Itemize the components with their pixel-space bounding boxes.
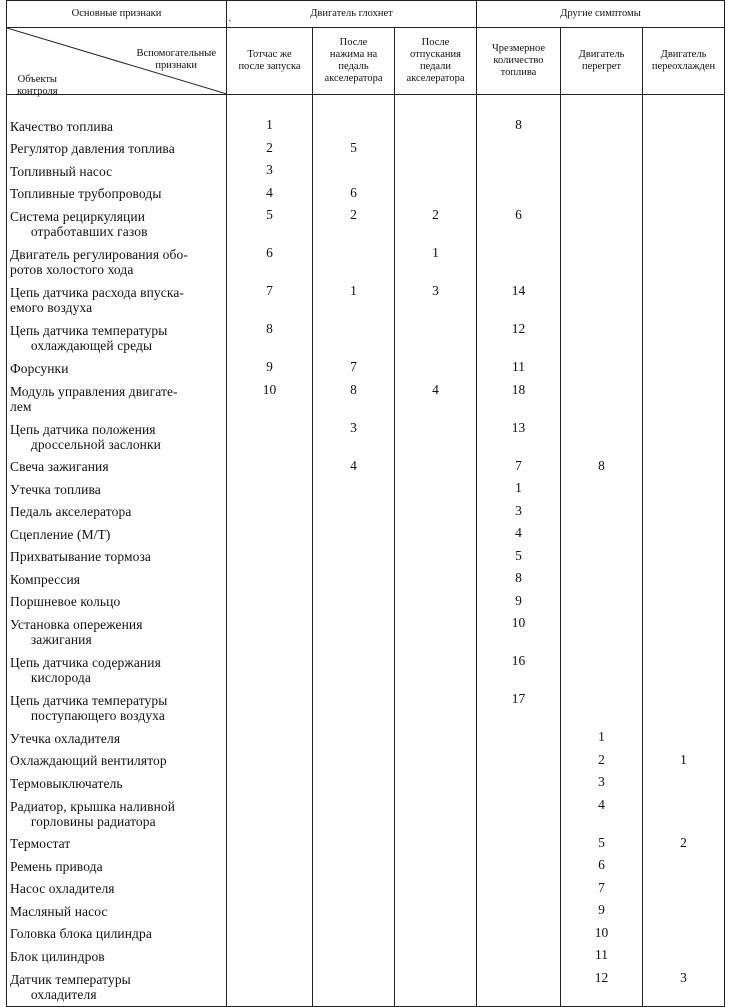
- priority-cell: [227, 418, 313, 456]
- priority-cell: [227, 772, 313, 795]
- priority-cell: 2: [643, 833, 725, 856]
- priority-cell: 3: [477, 501, 561, 524]
- priority-cell: [395, 319, 477, 357]
- priority-cell: [643, 568, 725, 591]
- priority-cell: [643, 878, 725, 901]
- priority-cell: [561, 243, 643, 281]
- row-object-name: Цепь датчика температуры поступающего воздуха: [7, 689, 227, 727]
- priority-cell: [313, 795, 395, 833]
- row-object-name: Головка блока цилиндра: [7, 923, 227, 946]
- priority-cell: 1: [395, 243, 477, 281]
- priority-cell: [643, 138, 725, 161]
- priority-cell: 10: [227, 380, 313, 418]
- header-col-overcooled: Двигатель переохлажден: [643, 28, 725, 95]
- header-corner-cell: [7, 28, 227, 95]
- table-row: [7, 456, 725, 479]
- priority-cell: [395, 357, 477, 380]
- priority-cell: [477, 750, 561, 773]
- table-row: [7, 115, 725, 138]
- priority-cell: [477, 772, 561, 795]
- row-object-name: Насос охладителя: [7, 878, 227, 901]
- priority-cell: [395, 501, 477, 524]
- table-row: [7, 568, 725, 591]
- header-mark: ˏ: [228, 10, 232, 22]
- priority-cell: [395, 456, 477, 479]
- table-row: [7, 138, 725, 161]
- priority-cell: [561, 115, 643, 138]
- priority-cell: [643, 357, 725, 380]
- header-engine-stalls: Двигатель глохнет: [227, 1, 477, 28]
- priority-cell: [395, 750, 477, 773]
- priority-cell: [313, 923, 395, 946]
- priority-cell: [395, 900, 477, 923]
- priority-cell: 14: [477, 281, 561, 319]
- priority-cell: 10: [477, 613, 561, 651]
- priority-cell: [561, 319, 643, 357]
- priority-cell: [561, 183, 643, 206]
- priority-cell: [561, 478, 643, 501]
- priority-cell: 9: [561, 900, 643, 923]
- priority-cell: [227, 613, 313, 651]
- row-object-name: Топливный насос: [7, 160, 227, 183]
- priority-cell: [643, 546, 725, 569]
- table-row: [7, 591, 725, 614]
- priority-cell: [643, 772, 725, 795]
- priority-cell: [313, 613, 395, 651]
- priority-cell: 3: [561, 772, 643, 795]
- table-row: [7, 523, 725, 546]
- priority-cell: [643, 613, 725, 651]
- priority-cell: [395, 795, 477, 833]
- row-object-name: Топливные трубопроводы: [7, 183, 227, 206]
- priority-cell: 5: [313, 138, 395, 161]
- table-row: [7, 727, 725, 750]
- priority-cell: [477, 795, 561, 833]
- priority-cell: [227, 651, 313, 689]
- priority-cell: [227, 945, 313, 968]
- priority-cell: [643, 727, 725, 750]
- priority-cell: 6: [313, 183, 395, 206]
- priority-cell: [227, 523, 313, 546]
- row-object-name: Цепь датчика положения дроссельной заслонки: [7, 418, 227, 456]
- row-object-name: Установка опережения зажигания: [7, 613, 227, 651]
- priority-cell: [477, 968, 561, 1007]
- priority-cell: 2: [395, 205, 477, 243]
- priority-cell: [561, 501, 643, 524]
- table-row: [7, 418, 725, 456]
- table-row: [7, 795, 725, 833]
- priority-cell: [477, 945, 561, 968]
- priority-cell: [313, 478, 395, 501]
- priority-cell: [227, 546, 313, 569]
- priority-cell: 1: [477, 478, 561, 501]
- priority-cell: [477, 878, 561, 901]
- priority-cell: [313, 772, 395, 795]
- priority-cell: [643, 281, 725, 319]
- header-col-after-release: После отпускания педали акселератора: [395, 28, 477, 95]
- priority-cell: [227, 501, 313, 524]
- priority-cell: [313, 319, 395, 357]
- priority-cell: 5: [561, 833, 643, 856]
- priority-cell: 1: [561, 727, 643, 750]
- row-object-name: Блок цилиндров: [7, 945, 227, 968]
- row-object-name: Сцепление (M/T): [7, 523, 227, 546]
- table-row: [7, 380, 725, 418]
- row-object-name: Прихватывание тормоза: [7, 546, 227, 569]
- table-row: [7, 833, 725, 856]
- priority-cell: [313, 546, 395, 569]
- row-object-name: Охлаждающий вентилятор: [7, 750, 227, 773]
- priority-cell: 4: [227, 183, 313, 206]
- priority-cell: [643, 591, 725, 614]
- priority-cell: [561, 546, 643, 569]
- priority-cell: 8: [477, 568, 561, 591]
- priority-cell: 3: [395, 281, 477, 319]
- priority-cell: [561, 591, 643, 614]
- row-object-name: Масляный насос: [7, 900, 227, 923]
- priority-cell: [561, 380, 643, 418]
- priority-cell: [313, 689, 395, 727]
- priority-cell: [395, 689, 477, 727]
- priority-cell: [561, 205, 643, 243]
- row-object-name: Радиатор, крышка наливной горловины радиатора: [7, 795, 227, 833]
- priority-cell: [643, 380, 725, 418]
- row-object-name: Цепь датчика температуры охлаждающей среды: [7, 319, 227, 357]
- priority-cell: 4: [561, 795, 643, 833]
- priority-cell: [477, 138, 561, 161]
- priority-cell: 2: [313, 205, 395, 243]
- priority-cell: [395, 546, 477, 569]
- priority-cell: [227, 568, 313, 591]
- priority-cell: [395, 523, 477, 546]
- priority-cell: [313, 651, 395, 689]
- priority-cell: [477, 833, 561, 856]
- row-object-name: Двигатель регулирования обо- ротов холостого хода: [7, 243, 227, 281]
- priority-cell: [227, 833, 313, 856]
- priority-cell: 12: [561, 968, 643, 1007]
- priority-cell: 3: [313, 418, 395, 456]
- priority-cell: [395, 833, 477, 856]
- priority-cell: 5: [227, 205, 313, 243]
- priority-cell: [395, 478, 477, 501]
- priority-cell: 4: [395, 380, 477, 418]
- diagnostic-table: [6, 0, 725, 1007]
- priority-cell: [313, 243, 395, 281]
- priority-cell: 11: [477, 357, 561, 380]
- table-row: [7, 160, 725, 183]
- priority-cell: [227, 591, 313, 614]
- priority-cell: [561, 281, 643, 319]
- priority-cell: [395, 591, 477, 614]
- priority-cell: [477, 243, 561, 281]
- priority-cell: 7: [313, 357, 395, 380]
- priority-cell: [313, 727, 395, 750]
- priority-cell: [643, 418, 725, 456]
- priority-cell: [395, 183, 477, 206]
- header-aux-signs: Вспомогательные признаки: [136, 48, 216, 71]
- priority-cell: [313, 855, 395, 878]
- priority-cell: [561, 357, 643, 380]
- table-row: [7, 613, 725, 651]
- priority-cell: [227, 855, 313, 878]
- priority-cell: [313, 568, 395, 591]
- priority-cell: [643, 115, 725, 138]
- row-object-name: Педаль акселератора: [7, 501, 227, 524]
- priority-cell: [561, 613, 643, 651]
- priority-cell: [227, 900, 313, 923]
- priority-cell: [643, 205, 725, 243]
- priority-cell: [643, 183, 725, 206]
- priority-cell: 18: [477, 380, 561, 418]
- table-row: [7, 281, 725, 319]
- priority-cell: [395, 727, 477, 750]
- priority-cell: [313, 501, 395, 524]
- table-body: [7, 95, 725, 1007]
- header-col-excess-fuel: Чрезмерное количество топлива: [477, 28, 561, 95]
- priority-cell: 8: [313, 380, 395, 418]
- priority-cell: 3: [227, 160, 313, 183]
- priority-cell: [477, 900, 561, 923]
- priority-cell: 7: [227, 281, 313, 319]
- priority-cell: [313, 945, 395, 968]
- priority-cell: [477, 855, 561, 878]
- row-object-name: Модуль управления двигате- лем: [7, 380, 227, 418]
- row-object-name: Цепь датчика расхода впуска- емого воздуха: [7, 281, 227, 319]
- priority-cell: [643, 319, 725, 357]
- header-col-after-start: Тотчас же после запуска: [227, 28, 313, 95]
- priority-cell: [227, 478, 313, 501]
- spacer-row: [7, 95, 725, 116]
- row-object-name: Система рециркуляции отработавших газов: [7, 205, 227, 243]
- priority-cell: [313, 968, 395, 1007]
- priority-cell: [313, 900, 395, 923]
- table-row: [7, 501, 725, 524]
- priority-cell: [643, 456, 725, 479]
- priority-cell: [643, 795, 725, 833]
- priority-cell: [227, 689, 313, 727]
- priority-cell: [395, 945, 477, 968]
- row-object-name: Свеча зажигания: [7, 456, 227, 479]
- priority-cell: 13: [477, 418, 561, 456]
- priority-cell: [395, 613, 477, 651]
- priority-cell: 1: [227, 115, 313, 138]
- table-row: [7, 772, 725, 795]
- header-col-after-press: После нажима на педаль акселератора: [313, 28, 395, 95]
- table-row: [7, 478, 725, 501]
- priority-cell: 6: [477, 205, 561, 243]
- priority-cell: [313, 591, 395, 614]
- priority-cell: 11: [561, 945, 643, 968]
- priority-cell: [395, 160, 477, 183]
- priority-cell: [227, 795, 313, 833]
- priority-cell: 5: [477, 546, 561, 569]
- row-object-name: Утечка топлива: [7, 478, 227, 501]
- priority-cell: [643, 855, 725, 878]
- priority-cell: [313, 878, 395, 901]
- table-row: [7, 243, 725, 281]
- priority-cell: [561, 160, 643, 183]
- priority-cell: [395, 923, 477, 946]
- priority-cell: 3: [643, 968, 725, 1007]
- priority-cell: 9: [477, 591, 561, 614]
- priority-cell: [561, 418, 643, 456]
- priority-cell: [643, 160, 725, 183]
- priority-cell: [643, 945, 725, 968]
- priority-cell: 4: [313, 456, 395, 479]
- priority-cell: [395, 115, 477, 138]
- priority-cell: 2: [561, 750, 643, 773]
- priority-cell: [313, 523, 395, 546]
- row-object-name: Форсунки: [7, 357, 227, 380]
- table-row: [7, 855, 725, 878]
- priority-cell: 8: [227, 319, 313, 357]
- priority-cell: 2: [227, 138, 313, 161]
- priority-cell: [313, 160, 395, 183]
- priority-cell: [643, 478, 725, 501]
- priority-cell: 7: [561, 878, 643, 901]
- priority-cell: [643, 523, 725, 546]
- priority-cell: 6: [227, 243, 313, 281]
- row-object-name: Качество топлива: [7, 115, 227, 138]
- table-row: [7, 651, 725, 689]
- priority-cell: [395, 568, 477, 591]
- row-object-name: Поршневое кольцо: [7, 591, 227, 614]
- priority-cell: [561, 138, 643, 161]
- table-row: [7, 357, 725, 380]
- priority-cell: [643, 651, 725, 689]
- table-row: [7, 945, 725, 968]
- table-row: [7, 878, 725, 901]
- priority-cell: [643, 243, 725, 281]
- priority-cell: 7: [477, 456, 561, 479]
- priority-cell: [561, 651, 643, 689]
- table-row: [7, 968, 725, 1007]
- priority-cell: 12: [477, 319, 561, 357]
- priority-cell: [643, 501, 725, 524]
- priority-cell: [395, 878, 477, 901]
- priority-cell: 4: [477, 523, 561, 546]
- priority-cell: 6: [561, 855, 643, 878]
- priority-cell: 16: [477, 651, 561, 689]
- priority-cell: [227, 750, 313, 773]
- priority-cell: [477, 727, 561, 750]
- priority-cell: [477, 923, 561, 946]
- row-object-name: Ремень привода: [7, 855, 227, 878]
- table-row: [7, 923, 725, 946]
- table-row: [7, 900, 725, 923]
- priority-cell: [643, 689, 725, 727]
- priority-cell: [561, 523, 643, 546]
- priority-cell: [313, 833, 395, 856]
- table-row: [7, 183, 725, 206]
- table-row: [7, 750, 725, 773]
- priority-cell: [395, 418, 477, 456]
- priority-cell: [477, 183, 561, 206]
- table-row: [7, 205, 725, 243]
- row-object-name: Термостат: [7, 833, 227, 856]
- priority-cell: [227, 456, 313, 479]
- row-object-name: Компрессия: [7, 568, 227, 591]
- header-col-overheated: Двигатель перегрет: [561, 28, 643, 95]
- priority-cell: [395, 651, 477, 689]
- priority-cell: [643, 900, 725, 923]
- priority-cell: [395, 138, 477, 161]
- priority-cell: [227, 968, 313, 1007]
- header-objects: Объекты контроля: [17, 74, 58, 97]
- priority-cell: [227, 923, 313, 946]
- priority-cell: [561, 689, 643, 727]
- priority-cell: 8: [477, 115, 561, 138]
- table-row: [7, 689, 725, 727]
- priority-cell: [395, 968, 477, 1007]
- priority-cell: 8: [561, 456, 643, 479]
- priority-cell: [561, 568, 643, 591]
- priority-cell: [227, 878, 313, 901]
- priority-cell: 1: [643, 750, 725, 773]
- priority-cell: 9: [227, 357, 313, 380]
- header-basic-signs: Основные признаки: [7, 1, 227, 28]
- priority-cell: [643, 923, 725, 946]
- priority-cell: 10: [561, 923, 643, 946]
- header-other-symptoms: Другие симптомы: [477, 1, 725, 28]
- row-object-name: Регулятор давления топлива: [7, 138, 227, 161]
- priority-cell: 1: [313, 281, 395, 319]
- row-object-name: Датчик температуры охладителя: [7, 968, 227, 1007]
- priority-cell: [395, 855, 477, 878]
- priority-cell: [395, 772, 477, 795]
- table-row: [7, 319, 725, 357]
- priority-cell: [313, 750, 395, 773]
- row-object-name: Цепь датчика содержания кислорода: [7, 651, 227, 689]
- priority-cell: [313, 115, 395, 138]
- priority-cell: [227, 727, 313, 750]
- priority-cell: [477, 160, 561, 183]
- table-row: [7, 546, 725, 569]
- row-object-name: Утечка охладителя: [7, 727, 227, 750]
- priority-cell: 17: [477, 689, 561, 727]
- row-object-name: Термовыключатель: [7, 772, 227, 795]
